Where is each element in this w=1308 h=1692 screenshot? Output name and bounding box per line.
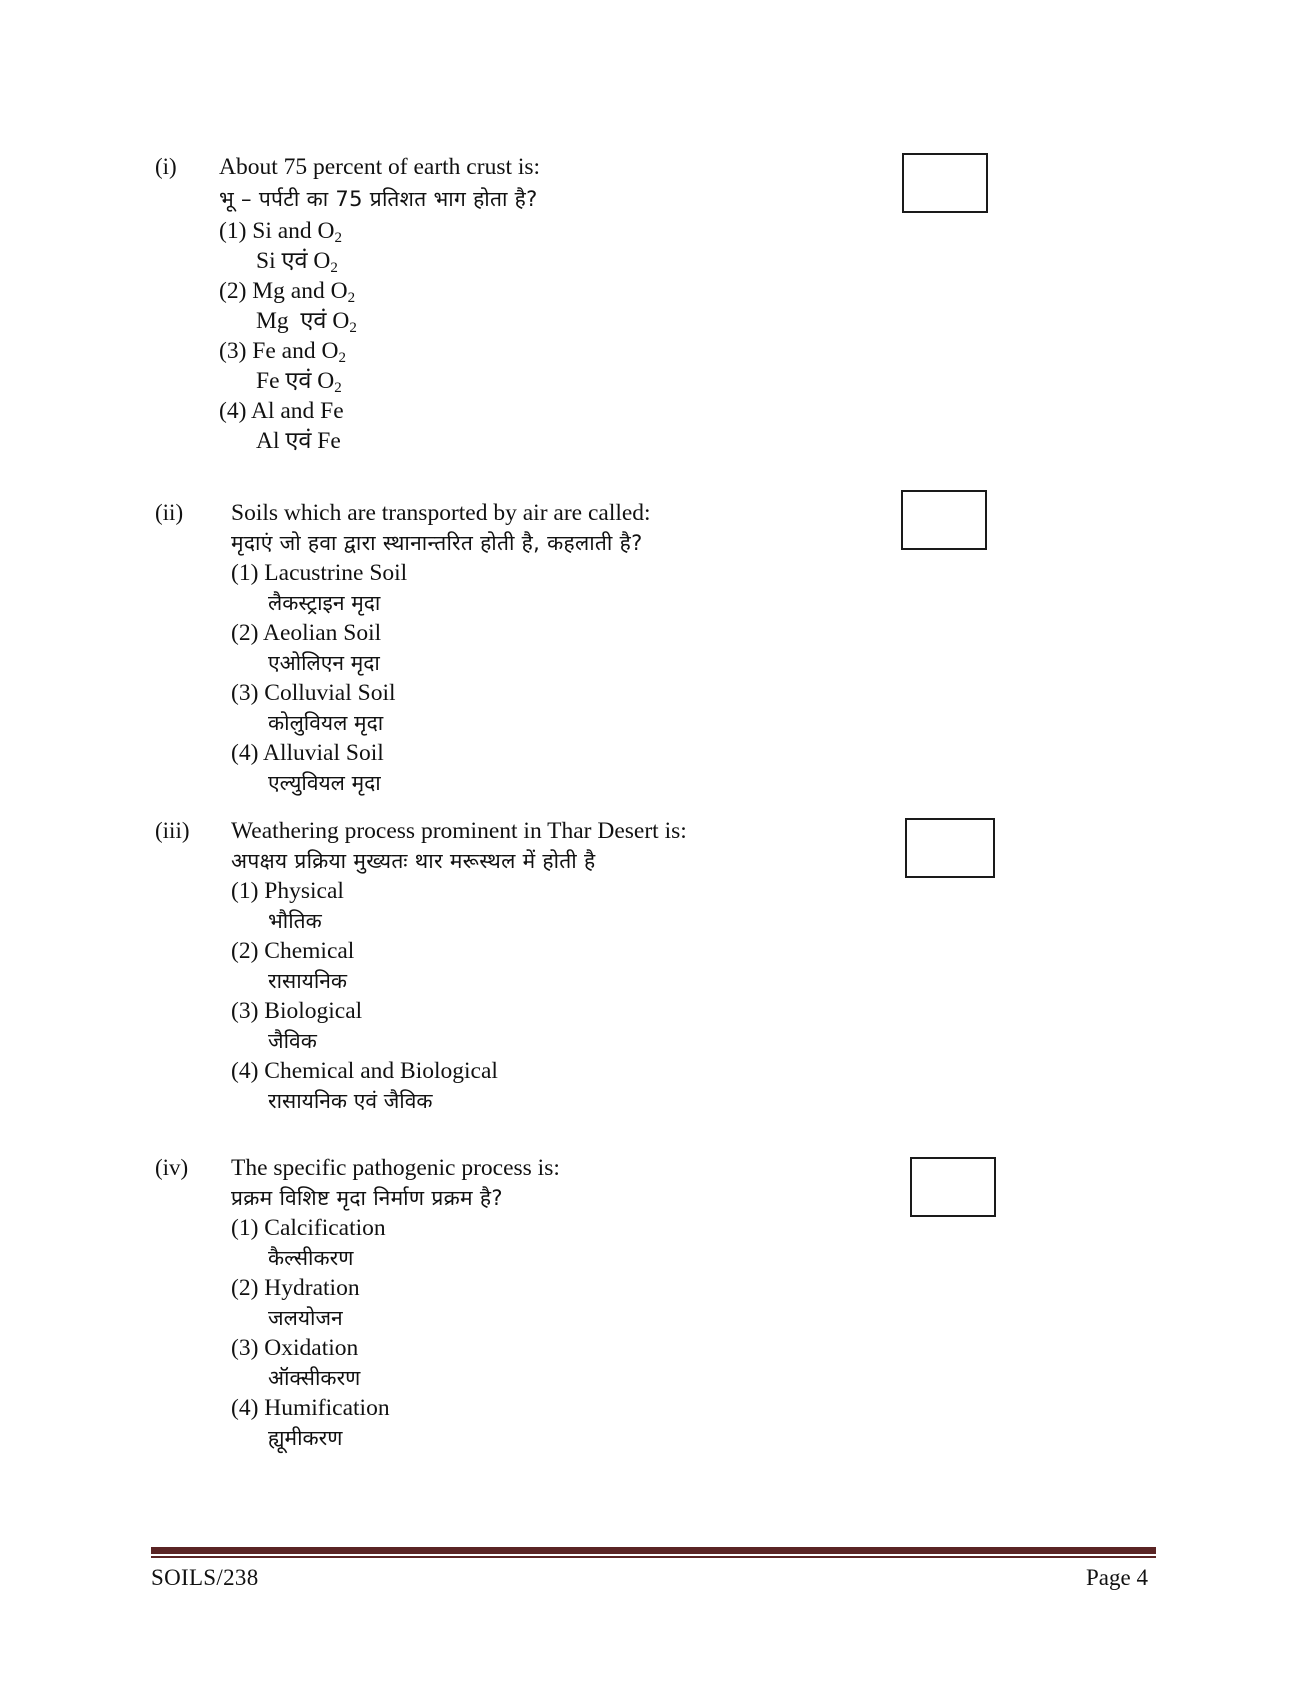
answer-box[interactable] xyxy=(910,1157,996,1217)
option-text-hi: ह्यूमीकरण xyxy=(268,1426,343,1450)
question-text-en: About 75 percent of earth crust is: xyxy=(219,154,541,180)
option-text-en: (2) Chemical xyxy=(231,938,355,964)
question-text-hi: अपक्षय प्रक्रिया मुख्यतः थार मरूस्थल में होती है xyxy=(231,849,596,873)
option-text-en: (1) Lacustrine Soil xyxy=(231,560,408,586)
question-number: (iv) xyxy=(155,1155,189,1180)
option-text-hi: Al एवं Fe xyxy=(256,428,341,454)
option-2 xyxy=(231,618,651,678)
footer-rule-thin xyxy=(151,1556,1156,1558)
option-text-en: (3) Biological xyxy=(231,998,363,1024)
option-text-en: (3) Fe and $O_2$ xyxy=(219,338,346,366)
answer-box[interactable] xyxy=(901,490,987,550)
option-1 xyxy=(231,1213,560,1273)
question-text-hi: भू – पर्पटी का 75 प्रतिशत भाग होता है? xyxy=(219,187,538,211)
question-text-en: Soils which are transported by air are called: xyxy=(231,500,651,526)
option-text-en: (1) Si and $O_2$ xyxy=(219,218,343,246)
option-text-en: (4) Al and Fe xyxy=(219,398,344,424)
option-3 xyxy=(231,996,687,1056)
option-text-hi: भौतिक xyxy=(268,909,322,933)
question-text-hi: प्रक्रम विशिष्ट मृदा निर्माण प्रक्रम है? xyxy=(231,1186,503,1210)
question-body xyxy=(231,1153,560,1453)
footer-page-number: Page 4 xyxy=(1086,1565,1148,1590)
option-text-en: (3) Colluvial Soil xyxy=(231,680,396,706)
option-text-hi: Fe एवं $O_2$ xyxy=(256,368,342,396)
option-3 xyxy=(231,678,651,738)
option-text-en: (4) Chemical and Biological xyxy=(231,1058,498,1084)
question-text-en: Weathering process prominent in Thar Desert is: xyxy=(231,818,687,844)
option-text-hi: Mg एवं $O_2$ xyxy=(256,308,357,336)
question-text-en: The specific pathogenic process is: xyxy=(231,1155,560,1181)
option-text-hi: कोलुवियल मृदा xyxy=(268,711,384,735)
option-4 xyxy=(231,1393,560,1453)
question-text-hi: मृदाएं जो हवा द्वारा स्थानान्तरित होती है, कहलाती है? xyxy=(231,531,643,555)
option-text-hi: ऑक्सीकरण xyxy=(268,1366,361,1390)
option-text-hi: जलयोजन xyxy=(268,1306,343,1330)
option-text-hi: रासायनिक xyxy=(268,969,348,993)
option-4 xyxy=(231,1056,687,1116)
question-number: (i) xyxy=(155,154,177,179)
option-2 xyxy=(231,1273,560,1333)
option-text-en: (4) Alluvial Soil xyxy=(231,740,384,766)
option-text-en: (2) Hydration xyxy=(231,1275,360,1301)
option-text-en: (1) Physical xyxy=(231,878,344,904)
answer-box[interactable] xyxy=(905,818,995,878)
footer-paper-code: SOILS/238 xyxy=(151,1565,259,1590)
option-2 xyxy=(231,936,687,996)
option-text-hi: लैकस्ट्राइन मृदा xyxy=(268,591,381,615)
option-3 xyxy=(231,1333,560,1393)
option-4 xyxy=(219,396,540,456)
option-text-en: (3) Oxidation xyxy=(231,1335,359,1361)
option-text-en: (2) Mg and $O_2$ xyxy=(219,278,356,306)
option-text-hi: कैल्सीकरण xyxy=(268,1246,354,1270)
footer-rule xyxy=(151,1547,1156,1554)
option-3 xyxy=(219,336,540,396)
question-body xyxy=(219,152,540,456)
answer-box[interactable] xyxy=(902,153,988,213)
option-2 xyxy=(219,276,540,336)
option-1 xyxy=(231,876,687,936)
option-1 xyxy=(231,558,651,618)
option-4 xyxy=(231,738,651,798)
option-text-hi: एओलिएन मृदा xyxy=(268,651,380,675)
question-number: (iii) xyxy=(155,818,190,843)
option-text-hi: एल्युवियल मृदा xyxy=(268,771,381,795)
option-text-en: (2) Aeolian Soil xyxy=(231,620,382,646)
option-1 xyxy=(219,216,540,276)
option-text-hi: रासायनिक एवं जैविक xyxy=(268,1089,433,1113)
option-text-hi: जैविक xyxy=(268,1029,317,1053)
option-text-hi: Si एवं $O_2$ xyxy=(256,248,338,276)
question-number: (ii) xyxy=(155,500,184,525)
option-text-en: (4) Humification xyxy=(231,1395,390,1421)
question-body xyxy=(231,816,687,1116)
option-text-en: (1) Calcification xyxy=(231,1215,386,1241)
question-body xyxy=(231,498,651,798)
